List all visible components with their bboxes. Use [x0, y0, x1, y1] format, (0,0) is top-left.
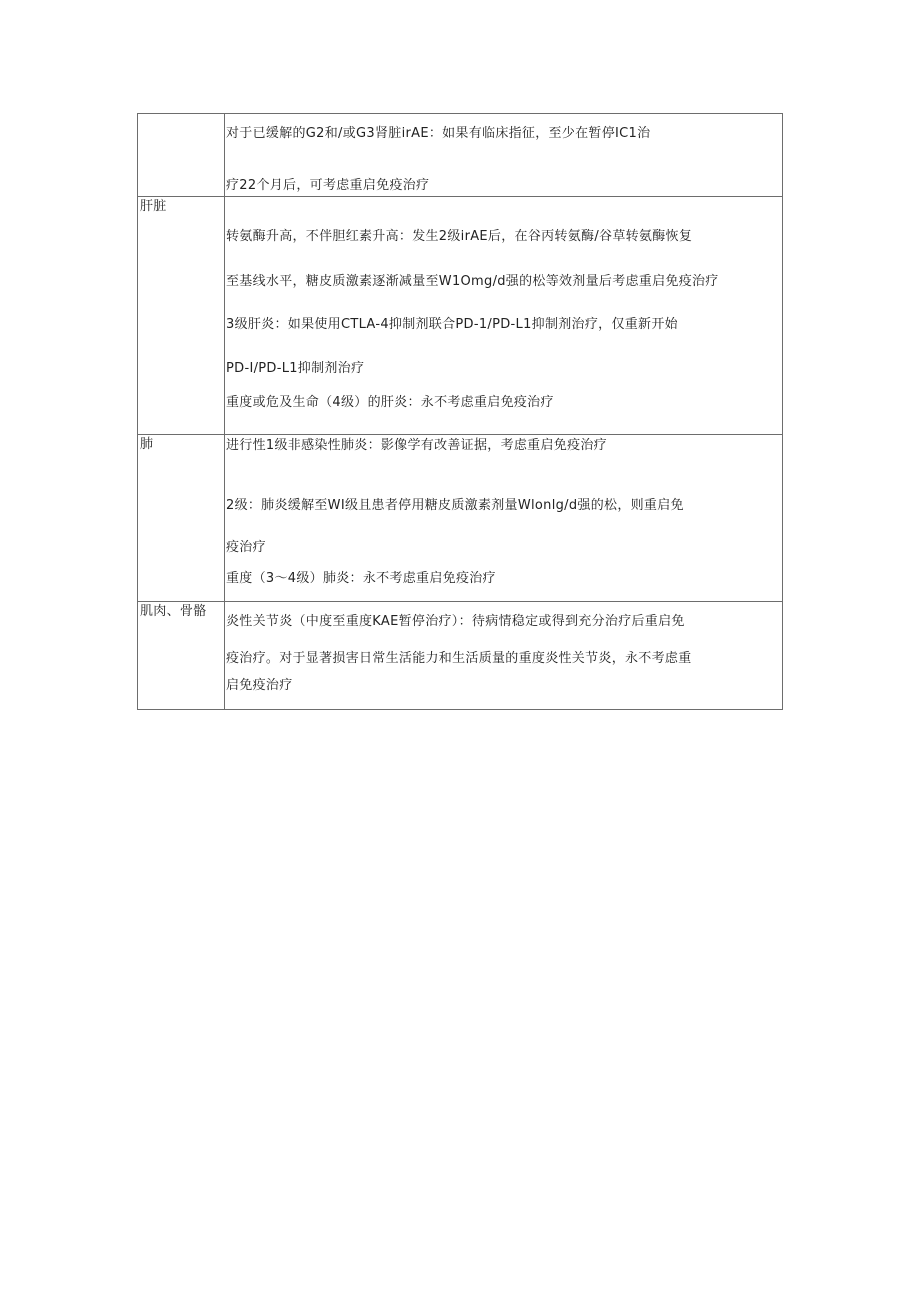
organ-label: 肌肉、骨骼 — [140, 604, 207, 619]
organ-label: 肝脏 — [140, 199, 167, 214]
organ-cell — [138, 197, 225, 435]
text-line: PD-I/PD-L1抑制剂治疗 — [226, 361, 365, 376]
text-line: 进行性1级非感染性肺炎：影像学有改善证据，考虑重启免疫治疗 — [226, 438, 607, 453]
recommendation-cell — [225, 435, 783, 602]
guideline-table — [137, 113, 783, 710]
text-line: 转氨酶升高，不伴胆红素升高：发生2级irAE后，在谷丙转氨酶/谷草转氨酶恢复 — [226, 229, 693, 244]
recommendation-cell — [225, 602, 783, 710]
organ-cell — [138, 435, 225, 602]
text-line: 至基线水平，糖皮质激素逐渐减量至W1Omg/d强的松等效剂量后考虑重启免疫治疗 — [226, 274, 719, 289]
text-line: 3级肝炎：如果使用CTLA-4抑制剂联合PD-1/PD-L1抑制剂治疗，仅重新开始 — [226, 317, 678, 332]
text-line: 重度或危及生命（4级）的肝炎：永不考虑重启免疫治疗 — [226, 395, 554, 410]
recommendation-cell — [225, 114, 783, 197]
text-line: 疫治疗 — [226, 540, 266, 555]
organ-cell — [138, 602, 225, 710]
organ-cell — [138, 114, 225, 197]
recommendation-cell — [225, 197, 783, 435]
text-line: 炎性关节炎（中度至重度KAE暂停治疗）：待病情稳定或得到充分治疗后重启免 — [226, 614, 685, 629]
text-line: 重度（3～4级）肺炎：永不考虑重启免疫治疗 — [226, 571, 496, 586]
text-line: 启免疫治疗 — [226, 678, 293, 693]
text-line: 对于已缓解的G2和/或G3肾脏irAE：如果有临床指征，至少在暂停IC1治 — [226, 126, 651, 141]
table-row — [138, 114, 783, 197]
text-line: 疗22个月后，可考虑重启免疫治疗 — [226, 178, 430, 193]
text-line: 2级：肺炎缓解至WI级且患者停用糖皮质激素剂量Wlonlg/d强的松，则重启免 — [226, 498, 684, 513]
organ-label: 肺 — [140, 437, 154, 452]
table-row — [138, 435, 783, 602]
organ-label — [140, 114, 224, 115]
text-line: 疫治疗。对于显著损害日常生活能力和生活质量的重度炎性关节炎，永不考虑重 — [226, 651, 692, 666]
table-row — [138, 602, 783, 710]
table-row — [138, 197, 783, 435]
